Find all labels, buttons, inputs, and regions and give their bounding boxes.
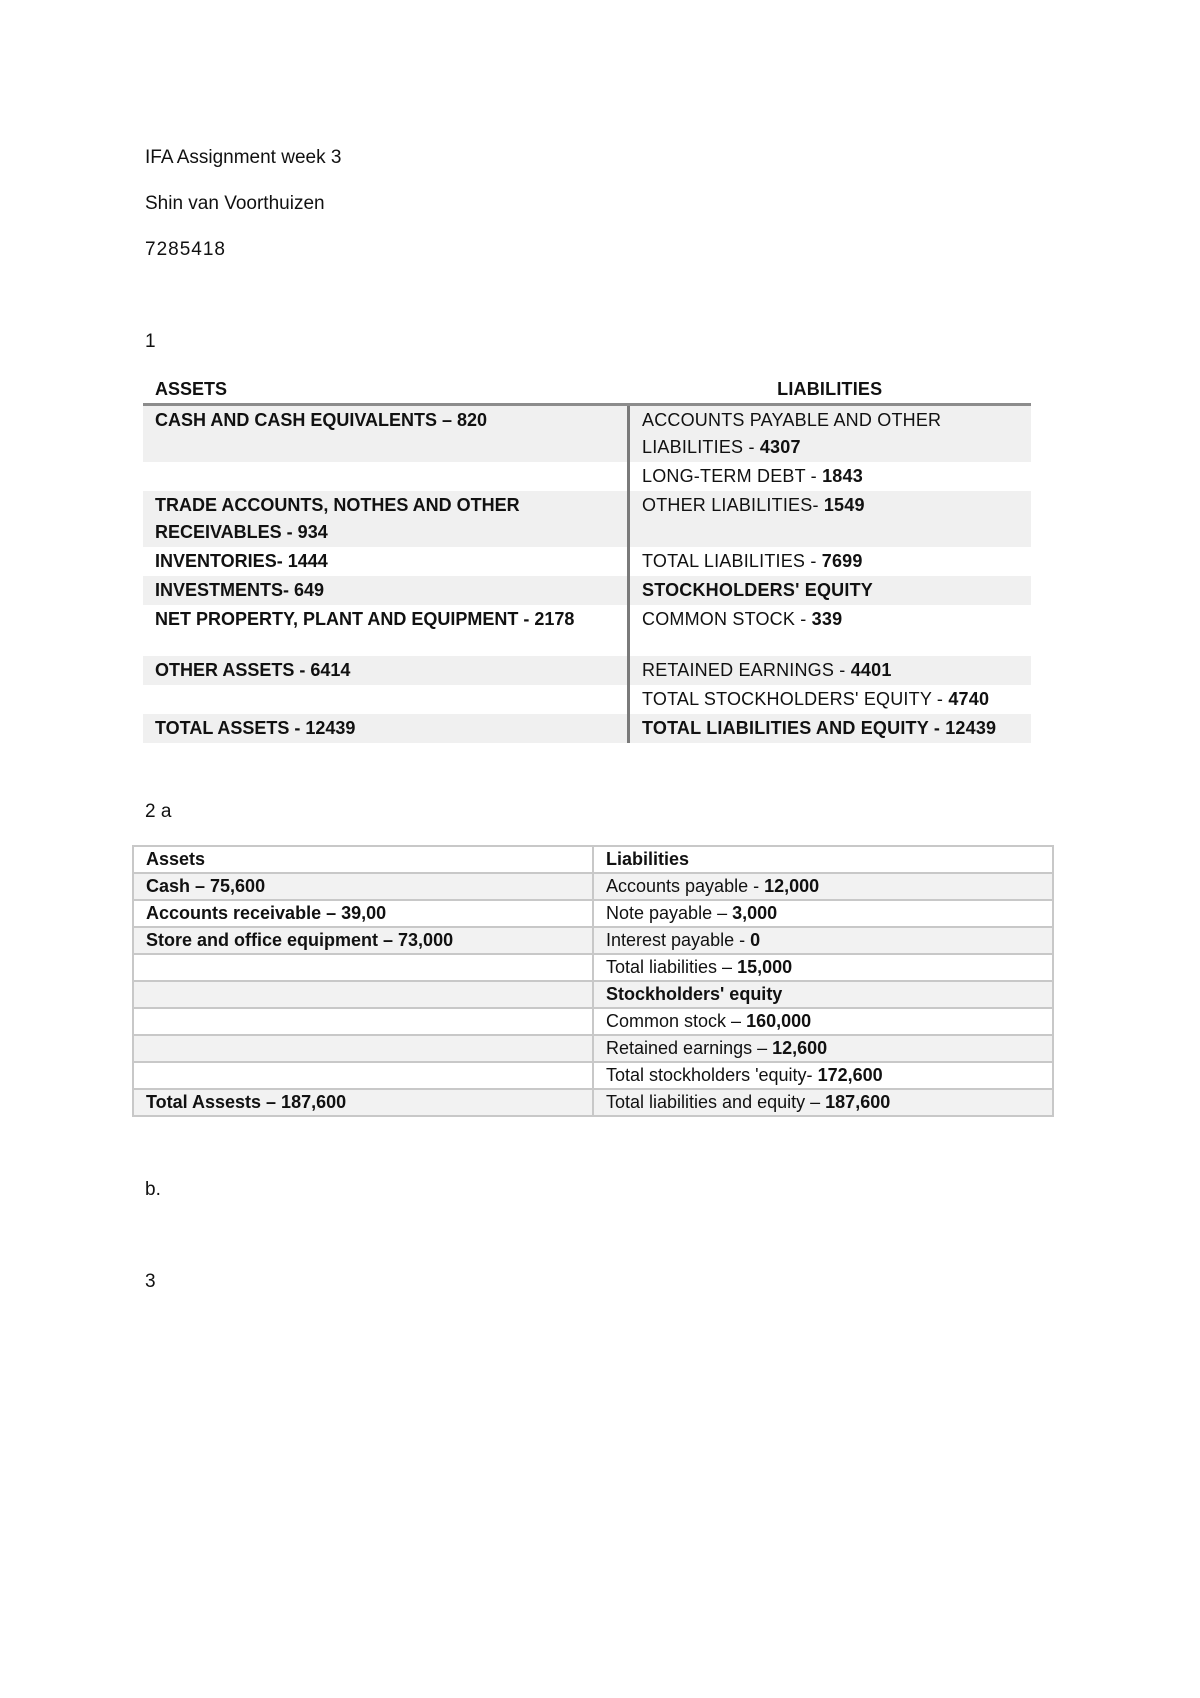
student-name: Shin van Voorthuizen — [145, 193, 325, 214]
table-row — [143, 462, 1031, 491]
asset-cell: OTHER ASSETS - 6414 — [143, 656, 629, 685]
liability-cell: LONG-TERM DEBT - 1843 — [642, 466, 863, 486]
liability-cell: STOCKHOLDERS' EQUITY — [629, 576, 1032, 605]
table-header-row — [143, 375, 1031, 405]
liability-cell: COMMON STOCK - 339 — [642, 609, 843, 629]
asset-cell: CASH AND CASH EQUIVALENTS – 820 — [143, 405, 629, 463]
table-spacer-row — [143, 634, 1031, 656]
spacer-cell — [143, 634, 629, 656]
table-row — [143, 547, 1031, 576]
asset-cell — [133, 954, 593, 981]
question-1-label: 1 — [145, 331, 156, 352]
liability-cell: Total stockholders 'equity- 172,600 — [593, 1062, 1053, 1089]
table-row — [133, 1008, 1053, 1035]
liability-cell: TOTAL STOCKHOLDERS' EQUITY - 4740 — [642, 689, 990, 709]
table-row — [143, 405, 1031, 463]
table-row — [133, 873, 1053, 900]
asset-cell — [133, 1008, 593, 1035]
asset-cell — [143, 462, 629, 491]
asset-cell — [143, 685, 629, 714]
liability-cell: Stockholders' equity — [593, 981, 1053, 1008]
table-row — [143, 605, 1031, 634]
table-row — [133, 981, 1053, 1008]
student-id: 7285418 — [145, 239, 226, 260]
asset-cell: TOTAL ASSETS - 12439 — [143, 714, 629, 743]
table-row — [143, 656, 1031, 685]
balance-sheet-table-2 — [132, 845, 1054, 1117]
liability-cell: RETAINED EARNINGS - 4401 — [629, 656, 1032, 685]
asset-cell: Accounts receivable – 39,00 — [133, 900, 593, 927]
asset-cell: Cash – 75,600 — [133, 873, 593, 900]
liability-cell: Retained earnings – 12,600 — [593, 1035, 1053, 1062]
table-row — [133, 1089, 1053, 1116]
table-row — [143, 714, 1031, 743]
question-2a-label: 2 a — [145, 801, 172, 822]
table-row — [133, 1062, 1053, 1089]
liability-cell: Common stock – 160,000 — [593, 1008, 1053, 1035]
table-row — [143, 576, 1031, 605]
table-header-row — [133, 846, 1053, 873]
balance-sheet-table-1 — [143, 375, 1031, 743]
table-row — [133, 927, 1053, 954]
asset-cell: Total Assests – 187,600 — [133, 1089, 593, 1116]
question-3-label: 3 — [145, 1271, 156, 1292]
spacer-cell — [629, 634, 1032, 656]
asset-cell — [133, 981, 593, 1008]
liabilities-header: Liabilities — [593, 846, 1053, 873]
assets-header: ASSETS — [143, 375, 629, 405]
liability-cell: Interest payable - 0 — [593, 927, 1053, 954]
asset-cell: TRADE ACCOUNTS, NOTHES AND OTHER RECEIVABLES - 934 — [143, 491, 629, 547]
liability-cell: ACCOUNTS PAYABLE AND OTHER LIABILITIES - 4307 — [629, 405, 1032, 463]
question-2b-label: b. — [145, 1179, 161, 1200]
liability-cell: Note payable – 3,000 — [593, 900, 1053, 927]
table-row — [143, 491, 1031, 547]
table-row — [143, 685, 1031, 714]
asset-cell — [133, 1062, 593, 1089]
liabilities-header: LIABILITIES — [629, 375, 1032, 405]
document-title: IFA Assignment week 3 — [145, 147, 342, 168]
liability-cell: TOTAL LIABILITIES - 7699 — [642, 551, 863, 571]
asset-cell — [133, 1035, 593, 1062]
liability-cell: TOTAL LIABILITIES AND EQUITY - 12439 — [629, 714, 1032, 743]
liability-cell: OTHER LIABILITIES- 1549 — [629, 491, 1032, 547]
table-row — [133, 1035, 1053, 1062]
liability-cell: Total liabilities – 15,000 — [593, 954, 1053, 981]
asset-cell: INVESTMENTS- 649 — [143, 576, 629, 605]
table-row — [133, 954, 1053, 981]
table-row — [133, 900, 1053, 927]
asset-cell: INVENTORIES- 1444 — [143, 547, 629, 576]
assets-header: Assets — [133, 846, 593, 873]
liability-cell: Total liabilities and equity – 187,600 — [593, 1089, 1053, 1116]
liability-cell: Accounts payable - 12,000 — [593, 873, 1053, 900]
asset-cell: Store and office equipment – 73,000 — [133, 927, 593, 954]
asset-cell: NET PROPERTY, PLANT AND EQUIPMENT - 2178 — [143, 605, 629, 634]
